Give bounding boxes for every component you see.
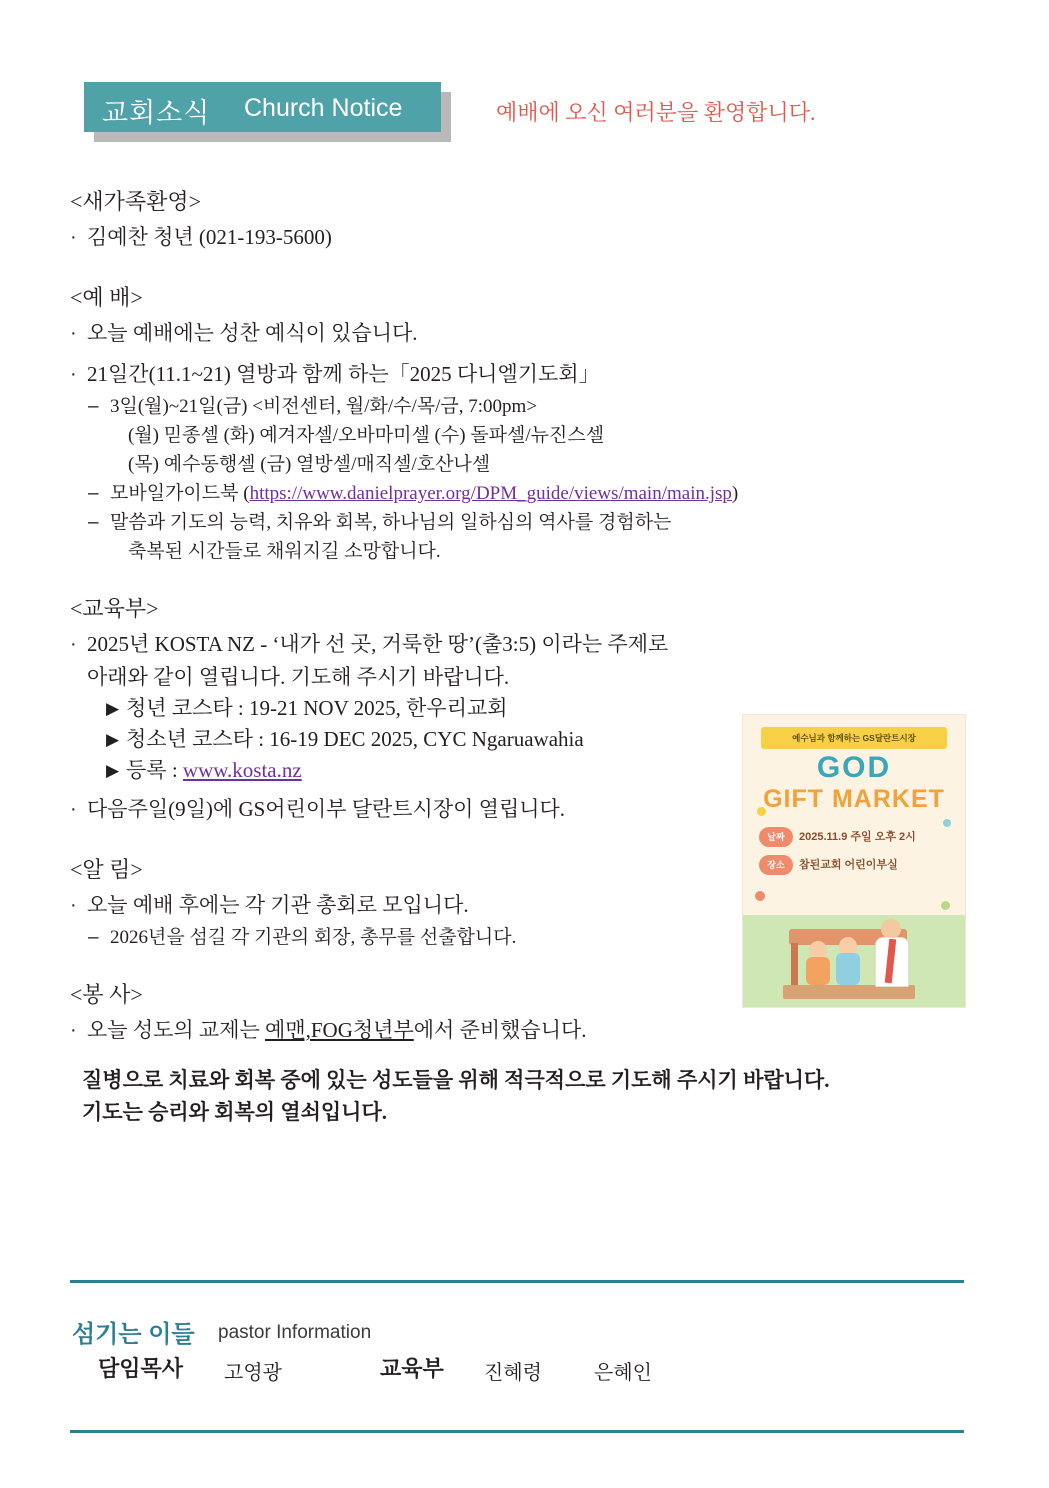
jesus-figure-icon xyxy=(871,919,911,985)
section-title-notice: <알 림> xyxy=(70,857,143,882)
dash-icon: – xyxy=(88,396,99,417)
service-text-pre: 오늘 성도의 교제는 xyxy=(87,1018,266,1042)
daniel-wish-line-1: 말씀과 기도의 능력, 치유와 회복, 하나님의 일하심의 역사를 경험하는 xyxy=(110,512,672,533)
kosta-register-label: 등록 : xyxy=(126,758,183,782)
footer-title-ko: 섬기는 이들 xyxy=(72,1321,195,1348)
notice-sub-1: 2026년을 섬길 각 기관의 회장, 총무를 선출합니다. xyxy=(110,927,517,948)
bullet-icon: · xyxy=(70,226,77,248)
section-title-service: <봉 사> xyxy=(70,982,143,1007)
triangle-right-icon: ▶ xyxy=(106,699,120,718)
triangle-right-icon: ▶ xyxy=(106,730,120,749)
dash-icon: – xyxy=(88,483,99,504)
jesus-head-icon xyxy=(881,919,901,939)
prayer-request-line-2: 기도는 승리와 회복의 열쇠입니다. xyxy=(82,1100,388,1124)
header-banner xyxy=(84,82,441,132)
market-counter-icon xyxy=(783,985,915,999)
poster-date-value: 2025.11.9 주일 오후 2시 xyxy=(799,831,916,843)
bullet-icon: · xyxy=(70,363,77,385)
poster-title-line-2: GIFT MARKET xyxy=(763,785,945,813)
kosta-theme-line-2: 아래와 같이 열립니다. 기도해 주시기 바랍니다. xyxy=(87,665,510,689)
poster-title-line-1: GOD xyxy=(816,751,892,784)
list-item xyxy=(70,222,990,253)
bullet-icon: · xyxy=(70,633,77,655)
talent-market-notice: 다음주일(9일)에 GS어린이부 달란트시장이 열립니다. xyxy=(87,797,566,821)
daniel-wish-line-2: 축복된 시간들로 채워지길 소망합니다. xyxy=(128,541,441,562)
triangle-right-icon: ▶ xyxy=(106,761,120,780)
decor-dot-icon xyxy=(943,819,951,827)
poster-date-row xyxy=(759,827,955,849)
bullet-icon: · xyxy=(70,798,77,820)
bullet-icon: · xyxy=(70,1019,77,1041)
list-item xyxy=(70,479,990,508)
bullet-icon: · xyxy=(70,322,77,344)
footer-divider-top xyxy=(70,1280,964,1283)
header-title-en: Church Notice xyxy=(244,94,403,122)
welcome-message: 예배에 오신 여러분을 환영합니다. xyxy=(496,100,816,125)
footer-divider-bottom xyxy=(70,1430,964,1433)
list-item xyxy=(70,392,990,421)
kosta-theme-line-1: 2025년 KOSTA NZ - ‘내가 선 곳, 거룩한 땅’(출3:5) 이라는 주제로 xyxy=(87,632,669,656)
footer-name-education-1: 진혜령 xyxy=(484,1362,542,1384)
new-family-name: 김예찬 청년 (021-193-5600) xyxy=(87,225,332,249)
notice-item-1: 오늘 예배 후에는 각 기관 총회로 모입니다. xyxy=(87,893,469,917)
daniel-schedule: 3일(월)~21일(금) <비전센터, 월/화/수/목/금, 7:00pm> xyxy=(110,396,538,417)
child-figure-icon xyxy=(835,937,861,985)
daniel-cell-line-1: (월) 믿종셀 (화) 예겨자셀/오바마미셀 (수) 돌파셀/뉴진스셀 xyxy=(128,425,605,446)
poster-date-label: 날짜 xyxy=(759,827,793,847)
god-gift-market-poster xyxy=(742,714,966,1008)
worship-item-2: 21일간(11.1~21) 열방과 함께 하는「2025 다니엘기도회」 xyxy=(87,362,600,386)
header-title-ko: 교회소식 xyxy=(102,98,211,128)
poster-banner-text: 예수님과 함께하는 GS달란트시장 xyxy=(761,727,947,749)
kosta-youth: 청소년 코스타 : 16-19 DEC 2025, CYC Ngaruawahia xyxy=(126,727,584,751)
decor-dot-icon xyxy=(941,901,950,910)
dash-icon: – xyxy=(88,512,99,533)
guidebook-label: 모바일가이드북 ( xyxy=(110,483,250,504)
poster-place-row xyxy=(759,855,955,877)
list-item xyxy=(70,359,990,390)
kosta-young-adult: 청년 코스타 : 19-21 NOV 2025, 한우리교회 xyxy=(126,696,508,720)
guidebook-close: ) xyxy=(731,483,739,504)
list-item xyxy=(70,629,990,660)
child-body-icon xyxy=(806,957,830,985)
poster-place-value: 참된교회 어린이부실 xyxy=(799,859,898,871)
footer-name-education-2: 은혜인 xyxy=(594,1362,652,1384)
service-text-post: 에서 준비했습니다. xyxy=(413,1018,587,1042)
section-title-worship: <예 배> xyxy=(70,285,143,310)
bullet-icon: · xyxy=(70,894,77,916)
list-item xyxy=(70,508,990,537)
notice-header xyxy=(84,82,964,152)
footer-title-en: pastor Information xyxy=(218,1322,372,1343)
section-title-new-family: <새가족환영> xyxy=(70,189,202,214)
daniel-cell-line-2: (목) 예수동행셀 (금) 열방셀/매직셀/호산나셀 xyxy=(128,454,491,475)
poster-place-label: 장소 xyxy=(759,855,793,875)
list-item xyxy=(70,1015,990,1046)
list-item xyxy=(70,318,990,349)
footer-name-senior-pastor: 고영광 xyxy=(224,1362,282,1384)
kosta-register-link[interactable]: www.kosta.nz xyxy=(182,758,302,782)
child-figure-icon xyxy=(805,941,831,985)
service-team-name: 예맨,FOG청년부 xyxy=(265,1018,414,1042)
worship-item-1: 오늘 예배에는 성찬 예식이 있습니다. xyxy=(87,321,418,345)
daniel-guidebook-link[interactable]: https://www.danielprayer.org/DPM_guide/views/main/main.jsp xyxy=(249,483,732,504)
child-body-icon xyxy=(836,953,860,985)
prayer-request-line-1: 질병으로 치료와 회복 중에 있는 성도들을 위해 적극적으로 기도해 주시기 바랍니다. xyxy=(82,1068,830,1092)
section-title-education: <교육부> xyxy=(70,596,159,621)
dash-icon: – xyxy=(88,927,99,948)
decor-dot-icon xyxy=(755,891,765,901)
footer-role-senior-pastor: 담임목사 xyxy=(98,1356,184,1381)
footer-role-education: 교육부 xyxy=(380,1356,444,1381)
